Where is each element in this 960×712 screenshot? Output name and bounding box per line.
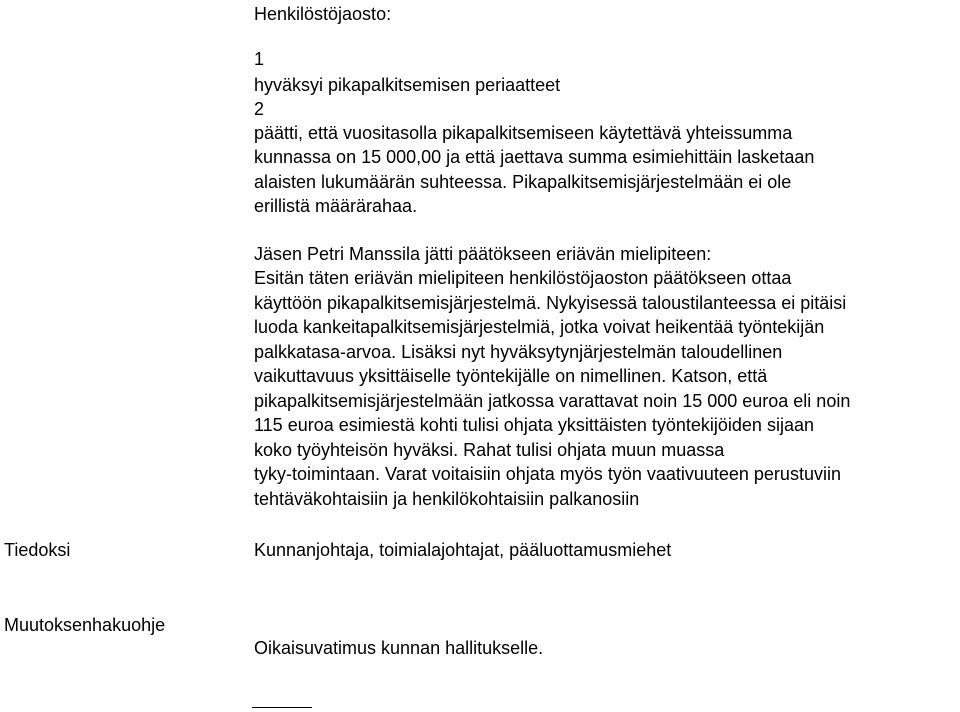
item-2-line: alaisten lukumäärän suhteessa. Pikapalkitsemisjärjestelmään ei ole — [254, 172, 792, 192]
dissent-line: tehtäväkohtaisiin ja henkilökohtaisiin palkanosiin — [254, 489, 640, 509]
tiedoksi-label: Tiedoksi — [4, 540, 71, 560]
item-2-line: kunnassa on 15 000,00 ja että jaettava summa esimiehittäin lasketaan — [254, 147, 815, 167]
item-2-line: erillistä määrärahaa. — [254, 196, 418, 216]
tiedoksi-value: Kunnanjohtaja, toimialajohtajat, pääluottamusmiehet — [254, 540, 672, 560]
dissent-line: Esitän täten eriävän mielipiteen henkilöstöjaoston päätökseen ottaa — [254, 268, 792, 288]
dissent-line: tyky-toimintaan. Varat voitaisiin ohjata myös työn vaativuuteen perustuviin — [254, 464, 841, 484]
dissent-line: vaikuttavuus yksittäiselle työntekijälle on nimellinen. Katson, että — [254, 366, 768, 386]
muutoksenhakuohje-label: Muutoksenhakuohje — [4, 615, 166, 635]
dissent-line: luoda kankeitapalkitsemisjärjestelmiä, jotka voivat heikentää työntekijän — [254, 317, 825, 337]
item-2-number: 2 — [254, 99, 265, 119]
dissent-line: koko työyhteisön hyväksi. Rahat tulisi ohjata muun muassa — [254, 440, 725, 460]
bottom-rule — [252, 707, 312, 708]
item-2-line: päätti, että vuositasolla pikapalkitsemiseen käytettävä yhteissumma — [254, 123, 793, 143]
dissent-intro: Jäsen Petri Manssila jätti päätökseen eriävän mielipiteen: — [254, 244, 712, 264]
item-1-number: 1 — [254, 49, 265, 69]
dissent-line: pikapalkitsemisjärjestelmään jatkossa varattavat noin 15 000 euroa eli noin — [254, 391, 851, 411]
dissent-line: 115 euroa esimiestä kohti tulisi ohjata yksittäisten työntekijöiden sijaan — [254, 415, 814, 435]
section-heading: Henkilöstöjaosto: — [254, 4, 392, 24]
dissent-line: käyttöön pikapalkitsemisjärjestelmä. Nykyisessä taloustilanteessa ei pitäisi — [254, 293, 847, 313]
muutoksenhakuohje-value: Oikaisuvatimus kunnan hallitukselle. — [254, 638, 544, 658]
item-1-text: hyväksyi pikapalkitsemisen periaatteet — [254, 75, 561, 95]
dissent-line: palkkatasa-arvoa. Lisäksi nyt hyväksytynjärjestelmän taloudellinen — [254, 342, 783, 362]
